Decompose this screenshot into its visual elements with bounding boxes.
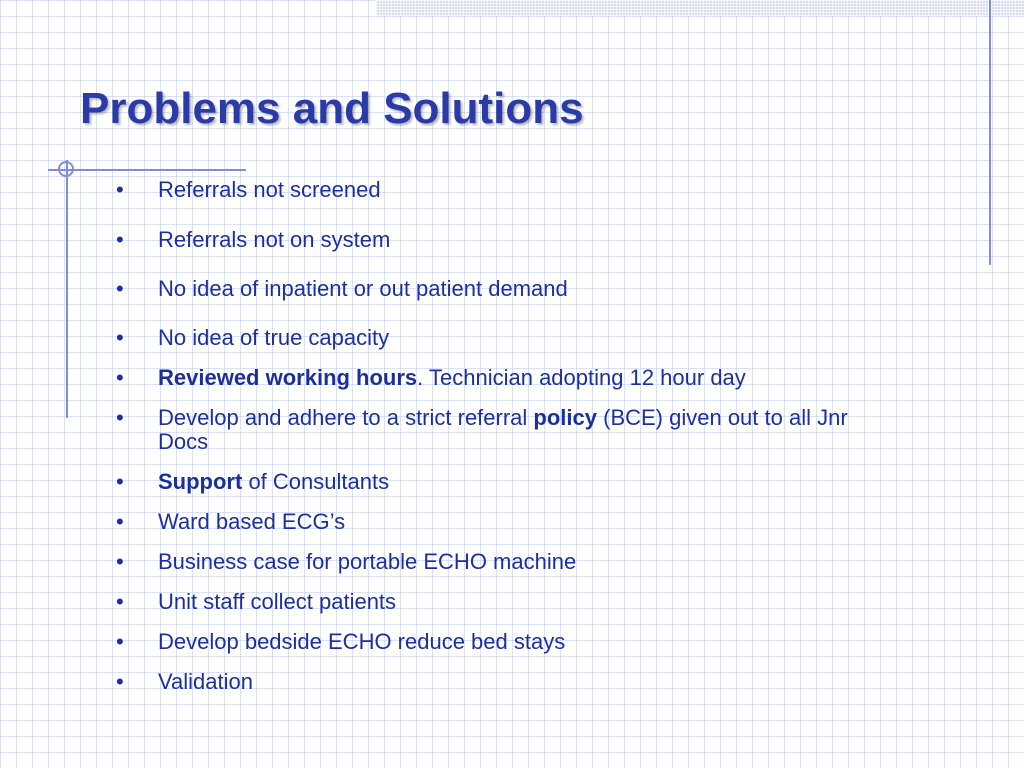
- bullet-text: Develop bedside ECHO reduce bed stays: [158, 629, 566, 654]
- bullet-post-text: (BCE) given out to all Jnr: [597, 405, 848, 430]
- bullet-icon: •: [116, 469, 124, 494]
- bullet-text: Referrals not on system: [158, 227, 391, 252]
- bullet-text: [158, 470, 978, 494]
- bullet-icon: •: [116, 589, 124, 614]
- right-vertical-rule: [989, 0, 991, 265]
- bullet-text: Ward based ECG’s: [158, 509, 346, 534]
- bullet-icon: •: [116, 177, 124, 202]
- bullet-icon: •: [116, 629, 124, 654]
- bullet-rest-text: of Consultants: [242, 469, 390, 494]
- bullet-text: No idea of inpatient or out patient demand: [158, 276, 568, 301]
- bullet-text: No idea of true capacity: [158, 325, 390, 350]
- bullet-pre-text: Develop and adhere to a strict referral: [158, 405, 534, 430]
- bullet-icon: •: [116, 365, 124, 390]
- bullet-text: [158, 366, 978, 390]
- bullet-rest-text: . Technician adopting 12 hour day: [417, 365, 746, 390]
- bullet-bold-text: Reviewed working hours: [158, 365, 418, 390]
- bullet-icon: •: [116, 405, 124, 430]
- bullet-icon: •: [116, 276, 124, 301]
- bullet-text: [158, 406, 978, 454]
- bullet-text: Referrals not screened: [158, 177, 381, 202]
- bullet-icon: •: [116, 227, 124, 252]
- bullet-text: Unit staff collect patients: [158, 589, 397, 614]
- bullet-bold-text: policy: [533, 405, 597, 430]
- bullet-text: Validation: [158, 669, 253, 694]
- bullet-icon: •: [116, 509, 124, 534]
- bullet-icon: •: [116, 669, 124, 694]
- bullet-icon: •: [116, 325, 124, 350]
- bullet-icon: •: [116, 549, 124, 574]
- bullet-continuation-text: Docs: [158, 429, 209, 454]
- left-vertical-rule: [66, 160, 68, 418]
- slide-title: Problems and Solutions: [80, 84, 584, 133]
- left-horizontal-rule: [48, 169, 246, 171]
- ring-ornament-icon: [58, 161, 74, 177]
- top-decorative-band: [376, 0, 1024, 16]
- bullet-bold-text: Support: [158, 469, 243, 494]
- bullet-text: Business case for portable ECHO machine: [158, 549, 577, 574]
